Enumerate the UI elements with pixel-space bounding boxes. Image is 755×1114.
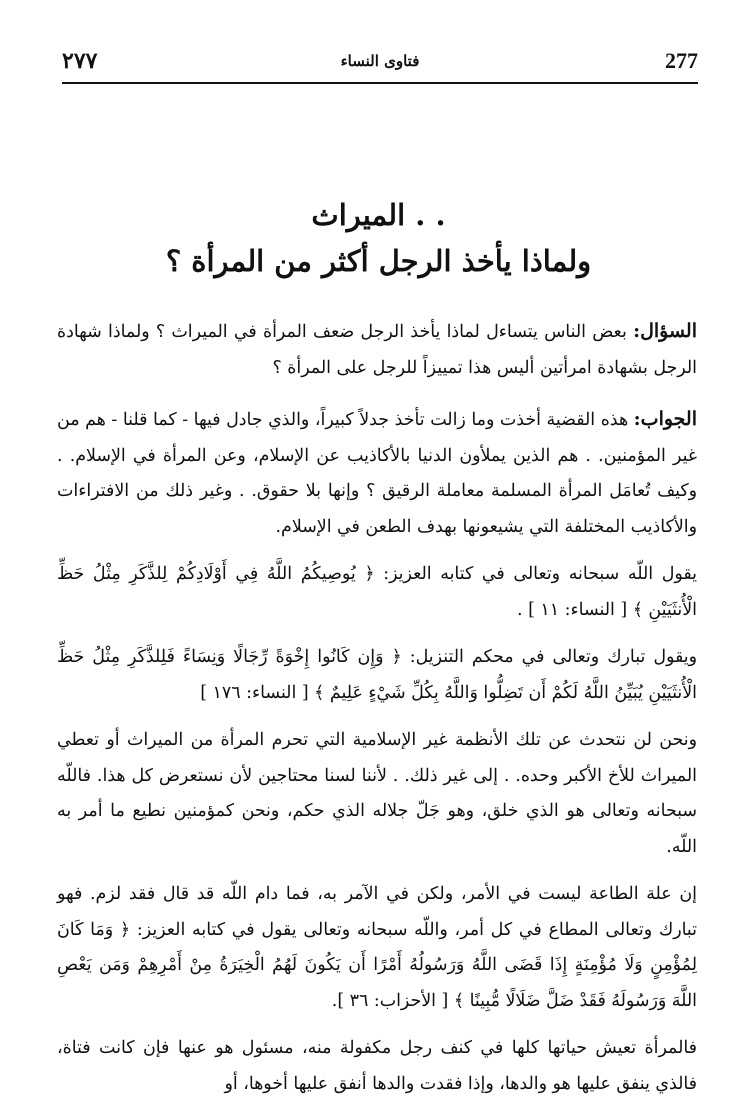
body-text <box>57 314 697 1114</box>
chapter-title <box>60 192 697 284</box>
verse-2-reference: [ النساء: ١٧٦ ] <box>200 682 315 703</box>
verse-paragraph-2 <box>57 640 697 711</box>
paragraph-3: ونحن لن نتحدث عن تلك الأنظمة غير الإسلامية التي تحرم المرأة من الميراث أو تعطي الميراث للأخ الأكبر وحده. . إلى غير ذلك. . لأننا لسنا محتاجين لأن نستعرض كل هذا. فاللّه سبحانه وتعالى هو الذي خلق، وهو جَلّ جلاله الذي حكم، ونحن كمؤمنين نطيع ما أمر به اللّه. <box>57 730 697 857</box>
page-number-arabic: ٢٧٧ <box>62 48 98 74</box>
answer-paragraph <box>57 402 697 545</box>
verse-2-intro: ويقول تبارك وتعالى في محكم التنزيل: <box>401 647 698 667</box>
answer-text: هذه القضية أخذت وما زالت تأخذ جدلاً كبيراً، والذي جادل فيها - كما قلنا - هم من غير المؤمنين. . هم الذين يملأون الدنيا بالأكاذيب عن الإسلام، وعن المرأة في الإسلام. . وكيف تُعامَل المرأة المسلمة معاملة الرقيق ؟ وإنها بلا حقوق. . وغير ذلك من الافتراءات والأكاذيب المختلفة التي يشيعونها بهدف الطعن في الإسلام. <box>57 410 697 537</box>
verse-3-reference: [ الأحزاب: ٣٦ ]. <box>331 990 454 1011</box>
answer-label: الجواب: <box>633 408 697 430</box>
paragraph-5: فالمرأة تعيش حياتها كلها في كنف رجل مكفولة منه، مسئول هو عنها فإن كانت فتاة، فالذي ينفق عليها هو والدها، وإذا فقدت والدها أنفق عليها أخوها، أو <box>57 1038 697 1094</box>
verse-paragraph-1 <box>57 557 697 628</box>
question-paragraph <box>57 314 697 386</box>
verse-1-reference: [ النساء: ١١ ] . <box>517 599 633 620</box>
verse-1-intro: يقول اللّه سبحانه وتعالى في كتابه العزيز: <box>374 564 697 584</box>
paragraph-4-text: إن علة الطاعة ليست في الأمر، ولكن في الآمر به، فما دام اللّه قد قال فقد لزم. فهو تبارك وتعالى المطاع في كل أمر، واللّه سبحانه وتعالى يقول في كتابه العزيز: <box>57 884 697 940</box>
page-number: 277 <box>665 48 698 73</box>
running-title: فتاوى النساء <box>340 52 420 70</box>
page-header <box>62 44 698 84</box>
paragraph-4 <box>57 877 697 1019</box>
verse-3-text: ﴿ وَمَا كَانَ لِمُؤْمِنٍ وَلَا مُؤْمِنَةٍ إِذَا قَضَى اللَّهُ وَرَسُولُهُ أَمْرًا أَن يَكُونَ لَهُمُ الْخِيَرَةُ مِنْ أَمْرِهِمْ وَمَن يَعْصِ اللَّهَ وَرَسُولَهُ فَقَدْ ضَلَّ ضَلَالًا مُّبِينًا ﴾ <box>57 919 697 1011</box>
verse-2-text: ﴿ وَإِن كَانُوا إِخْوَةً رِّجَالًا وَنِسَاءً فَلِلذَّكَرِ مِثْلُ حَظِّ الْأُنثَيَيْنِ يُبَيِّنُ اللَّهُ لَكُمْ أَن تَضِلُّوا وَاللَّهُ بِكُلِّ شَيْءٍ عَلِيمٌ ﴾ <box>57 647 697 703</box>
title-line-1: الميراث . . <box>311 198 446 232</box>
verse-1-text: ﴿ يُوصِيكُمُ اللَّهُ فِي أَوْلَادِكُمْ لِلذَّكَرِ مِثْلُ حَظِّ الْأُنثَيَيْنِ ﴾ <box>57 564 697 620</box>
title-line-2: ولماذا يأخذ الرجل أكثر من المرأة ؟ <box>165 244 592 278</box>
question-text: بعض الناس يتساءل لماذا يأخذ الرجل ضعف المرأة في الميراث ؟ ولماذا شهادة الرجل بشهادة امرأتين أليس هذا تمييزاً للرجل على المرأة ؟ <box>57 322 697 378</box>
question-label: السؤال: <box>633 320 697 342</box>
